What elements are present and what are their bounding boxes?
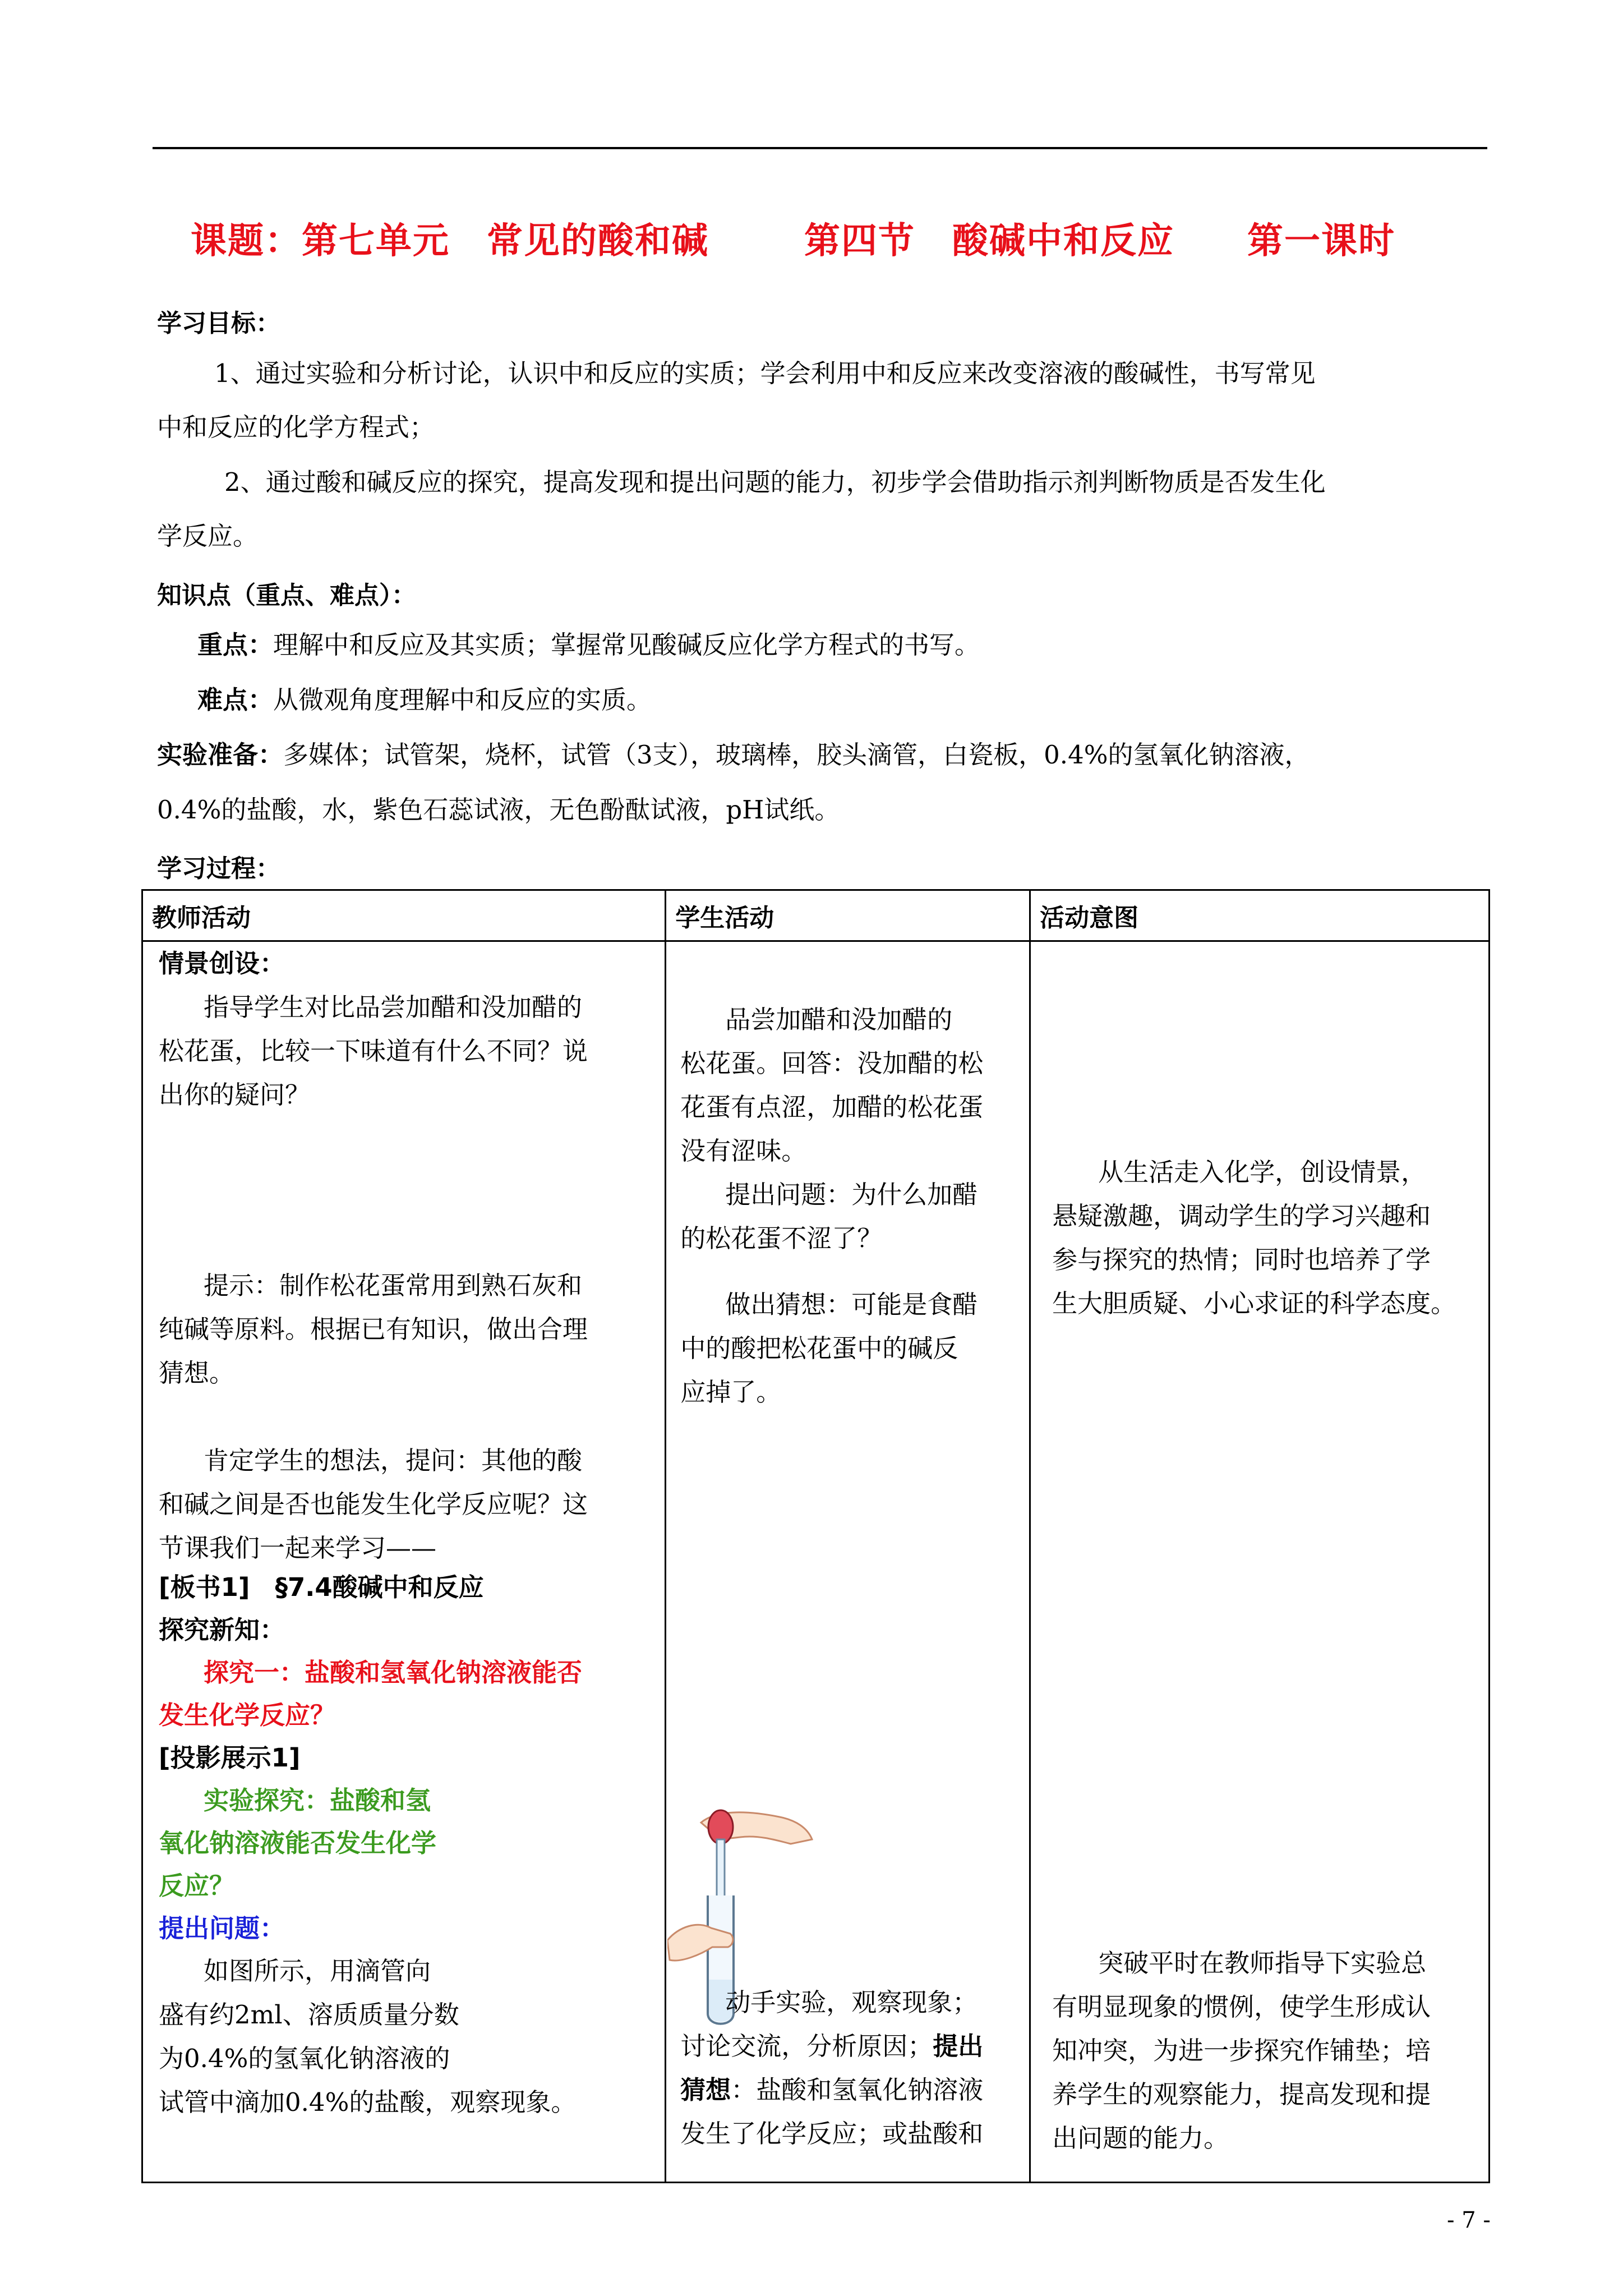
student-text: 做出猜想：可能是食醋 bbox=[725, 1290, 978, 1319]
teacher-text: 松花蛋，比较一下味道有什么不同？说 bbox=[159, 1036, 588, 1066]
goal-1-line-1: 1、通过实验和分析讨论，认识中和反应的实质；学会利用中和反应来改变溶液的酸碱性，书写常见 bbox=[214, 358, 1316, 388]
student-text: 动手实验，观察现象； bbox=[725, 1987, 978, 2017]
goals-heading: 学习目标： bbox=[157, 309, 280, 338]
student-text: 中的酸把松花蛋中的碱反 bbox=[680, 1333, 958, 1363]
teacher-text: 指导学生对比品尝加醋和没加醋的 bbox=[204, 992, 583, 1022]
intent-cell bbox=[1030, 941, 1490, 2183]
header-rule bbox=[153, 147, 1487, 149]
goal-2-line-1: 2、通过酸和碱反应的探究，提高发现和提出问题的能力，初步学会借助指示剂判断物质是否发生化 bbox=[224, 467, 1326, 497]
experiment-title: 实验探究：盐酸和氢 bbox=[204, 1786, 431, 1815]
student-text: 应掉了。 bbox=[680, 1377, 782, 1407]
student-activity-cell bbox=[666, 941, 1030, 2183]
student-text: 品尝加醋和没加醋的 bbox=[725, 1005, 953, 1034]
title-unit: 课题：第七单元 常见的酸和碱 bbox=[191, 220, 709, 262]
intent-text: 出问题的能力。 bbox=[1052, 2123, 1229, 2153]
question-text: 试管中滴加0.4%的盐酸，观察现象。 bbox=[159, 2087, 577, 2117]
question-heading: 提出问题： bbox=[159, 1913, 285, 1943]
student-text: 讨论交流，分析原因；提出 bbox=[680, 2031, 984, 2061]
teacher-activity-cell bbox=[142, 941, 666, 2183]
title-section: 第四节 酸碱中和反应 bbox=[804, 220, 1174, 262]
header-student: 学生活动 bbox=[666, 890, 1030, 941]
key-point: 重点：理解中和反应及其实质；掌握常见酸碱反应化学方程式的书写。 bbox=[197, 630, 980, 660]
student-text: 松花蛋。回答：没加醋的松 bbox=[680, 1048, 984, 1078]
page-number: - 7 - bbox=[1447, 2207, 1491, 2233]
title-lesson: 第一课时 bbox=[1247, 220, 1395, 262]
question-text: 如图所示，用滴管向 bbox=[204, 1956, 431, 1986]
projection-note: [投影展示1] bbox=[159, 1743, 301, 1773]
difficult-point: 难点：从微观角度理解中和反应的实质。 bbox=[197, 685, 652, 715]
intent-text: 从生活走入化学，创设情景， bbox=[1098, 1157, 1427, 1187]
affirm-text: 肯定学生的想法，提问：其他的酸 bbox=[204, 1446, 583, 1475]
explore-one-title: 探究一：盐酸和氢氧化钠溶液能否 bbox=[204, 1658, 583, 1687]
activity-table bbox=[141, 889, 1490, 2183]
explore-heading: 探究新知： bbox=[159, 1615, 285, 1645]
student-text: 没有涩味。 bbox=[680, 1136, 807, 1166]
prep-line-1: 实验准备：多媒体；试管架，烧杯，试管（3支），玻璃棒，胶头滴管，白瓷板，0.4%的氢氧化钠溶液， bbox=[157, 740, 1310, 770]
student-text: 的松花蛋不涩了？ bbox=[680, 1223, 883, 1253]
teacher-text: 出你的疑问？ bbox=[159, 1080, 311, 1110]
intent-text: 生大胆质疑、小心求证的科学态度。 bbox=[1052, 1289, 1456, 1318]
affirm-text: 节课我们一起来学习—— bbox=[159, 1533, 437, 1563]
intent-text: 突破平时在教师指导下实验总 bbox=[1098, 1948, 1427, 1978]
prep-line-2: 0.4%的盐酸，水，紫色石蕊试液，无色酚酞试液，pH试纸。 bbox=[157, 795, 840, 825]
explore-one-title: 发生化学反应？ bbox=[159, 1700, 336, 1730]
knowledge-heading: 知识点（重点、难点）： bbox=[157, 581, 416, 610]
student-text: 发生了化学反应；或盐酸和 bbox=[680, 2119, 984, 2148]
intent-text: 参与探究的热情；同时也培养了学 bbox=[1052, 1245, 1431, 1274]
goal-2-line-2: 学反应。 bbox=[157, 521, 259, 551]
student-text: 花蛋有点涩，加醋的松花蛋 bbox=[680, 1092, 984, 1122]
intent-text: 悬疑激趣，调动学生的学习兴趣和 bbox=[1052, 1201, 1431, 1231]
process-heading: 学习过程： bbox=[157, 854, 280, 883]
intent-text: 知冲突，为进一步探究作铺垫；培 bbox=[1052, 2036, 1431, 2065]
intent-text: 有明显现象的惯例，使学生形成认 bbox=[1052, 1992, 1431, 2022]
lesson-title bbox=[191, 212, 1481, 264]
affirm-text: 和碱之间是否也能发生化学反应呢？这 bbox=[159, 1489, 588, 1519]
board-note: [板书1] §7.4酸碱中和反应 bbox=[159, 1572, 484, 1602]
header-teacher: 教师活动 bbox=[142, 890, 666, 941]
question-text: 盛有约2ml、溶质质量分数 bbox=[159, 2000, 459, 2030]
question-text: 为0.4%的氢氧化钠溶液的 bbox=[159, 2044, 450, 2073]
scene-heading: 情景创设： bbox=[159, 949, 285, 978]
experiment-title: 氧化钠溶液能否发生化学 bbox=[159, 1828, 437, 1858]
experiment-title: 反应？ bbox=[159, 1871, 235, 1901]
goal-1-line-2: 中和反应的化学方程式； bbox=[157, 412, 435, 442]
student-text: 提出问题：为什么加醋 bbox=[725, 1180, 978, 1209]
hint-text: 提示：制作松花蛋常用到熟石灰和 bbox=[204, 1271, 583, 1300]
header-intent: 活动意图 bbox=[1030, 890, 1490, 941]
student-text: 猜想：盐酸和氢氧化钠溶液 bbox=[680, 2075, 984, 2105]
intent-text: 养学生的观察能力，提高发现和提 bbox=[1052, 2079, 1431, 2109]
hint-text: 纯碱等原料。根据已有知识，做出合理 bbox=[159, 1314, 588, 1344]
hint-text: 猜想。 bbox=[159, 1358, 235, 1388]
